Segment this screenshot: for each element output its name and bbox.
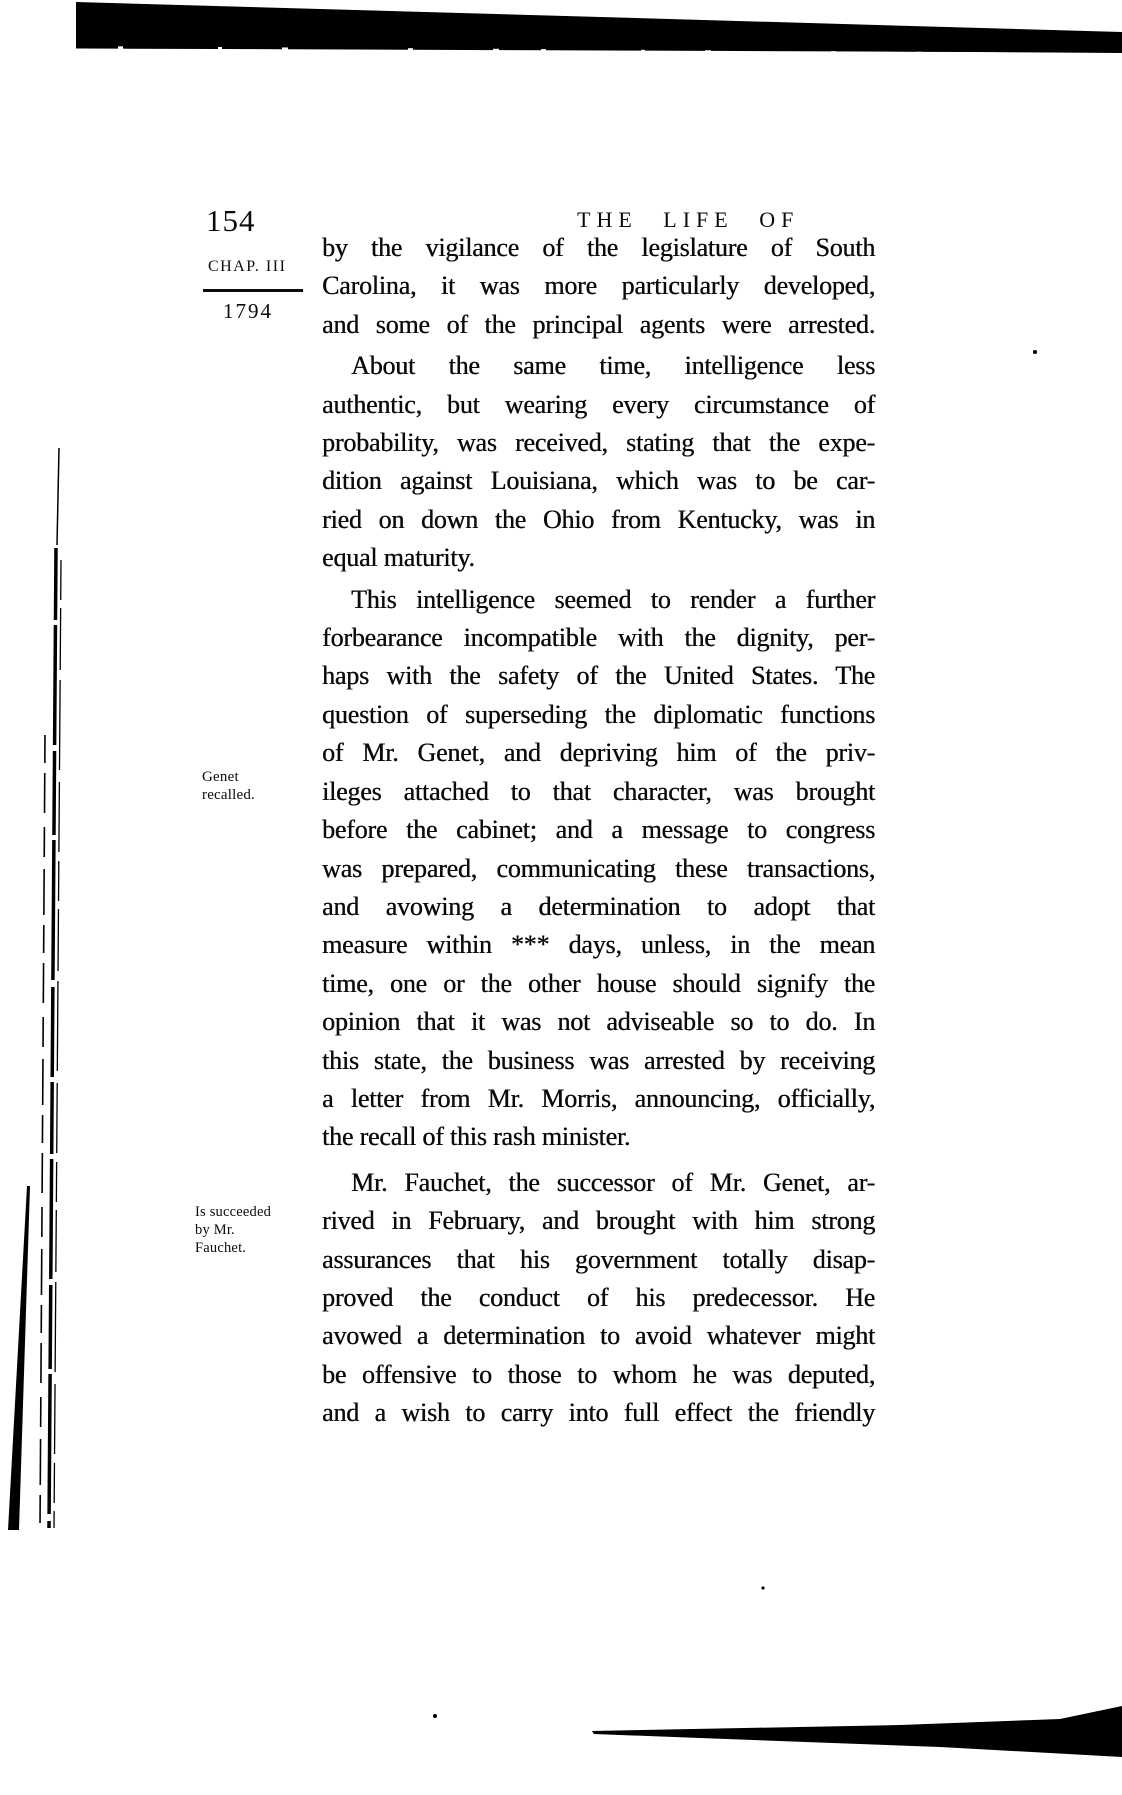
body-line: probability, was received, stating that the expe-	[322, 428, 875, 458]
running-header: THE LIFE OF	[577, 207, 800, 232]
body-line: of Mr. Genet, and depriving him of the priv-	[322, 738, 875, 768]
body-line: Carolina, it was more particularly developed,	[322, 271, 875, 301]
sidenote-line: recalled.	[202, 787, 256, 803]
sidenote-line: by Mr.	[195, 1222, 235, 1238]
chapter-underline-rule	[203, 289, 303, 292]
body-line: ried on down the Ohio from Kentucky, was in	[322, 504, 875, 534]
top-edge-shadow-wedge	[76, 2, 1122, 53]
scan-speck	[1033, 350, 1037, 354]
body-line: measure within *** days, unless, in the mean	[322, 930, 875, 960]
body-line: before the cabinet; and a message to congress	[322, 815, 875, 845]
body-line: equal maturity.	[322, 543, 475, 573]
sidenote-line: Genet	[202, 769, 239, 785]
body-line: Mr. Fauchet, the successor of Mr. Genet, ar-	[351, 1167, 875, 1197]
scan-speck	[761, 1586, 764, 1589]
body-line: and a wish to carry into full effect the friendly	[322, 1398, 875, 1428]
sidenote-genet-recalled	[202, 768, 255, 804]
body-line: This intelligence seemed to render a further	[351, 584, 875, 614]
sidenote-year: 1794	[223, 299, 273, 323]
sidenote-line: Fauchet.	[195, 1240, 247, 1256]
sidenote-chapter: CHAP. III	[208, 258, 287, 275]
gutter-line-main	[49, 548, 56, 1528]
body-line: forbearance incompatible with the dignity, per-	[322, 623, 875, 653]
body-line: proved the conduct of his predecessor. He	[322, 1282, 875, 1312]
body-line: was prepared, communicating these transactions,	[322, 853, 875, 883]
body-line: the recall of this rash minister.	[322, 1122, 631, 1152]
body-line: ileges attached to that character, was brought	[322, 776, 875, 806]
sidenote-line: Is succeeded	[195, 1204, 272, 1220]
gutter-line-left-dashed	[40, 735, 45, 1528]
sidenote-fauchet	[195, 1203, 271, 1257]
body-line: and avowing a determination to adopt that	[322, 891, 875, 921]
body-line: be offensive to those to whom he was deputed,	[322, 1359, 875, 1389]
body-line: haps with the safety of the United States. The	[322, 661, 875, 691]
body-line: time, one or the other house should signify the	[322, 968, 875, 998]
body-line: question of superseding the diplomatic functions	[322, 699, 875, 729]
body-line: a letter from Mr. Morris, announcing, officially,	[322, 1083, 875, 1113]
body-line: this state, the business was arrested by receiving	[322, 1045, 875, 1075]
bottom-edge-shadow-wedge	[592, 1706, 1122, 1757]
body-line: authentic, but wearing every circumstance of	[322, 389, 875, 419]
body-line: and some of the principal agents were arrested.	[322, 309, 875, 339]
body-line: by the vigilance of the legislature of South	[322, 233, 875, 262]
body-line: dition against Louisiana, which was to be car-	[322, 466, 875, 496]
page-number: 154	[206, 203, 256, 238]
gutter-fold-wedge	[8, 1186, 30, 1530]
body-line: rived in February, and brought with him strong	[322, 1206, 875, 1236]
body-text-column	[322, 229, 875, 1433]
body-line: About the same time, intelligence less	[351, 351, 875, 381]
body-line: opinion that it was not adviseable so to do. In	[322, 1007, 875, 1037]
gutter-line-upper	[57, 448, 59, 545]
scan-speck	[433, 1714, 437, 1718]
body-line: assurances that his government totally disap-	[322, 1244, 875, 1274]
body-line: avowed a determination to avoid whatever might	[322, 1321, 875, 1351]
